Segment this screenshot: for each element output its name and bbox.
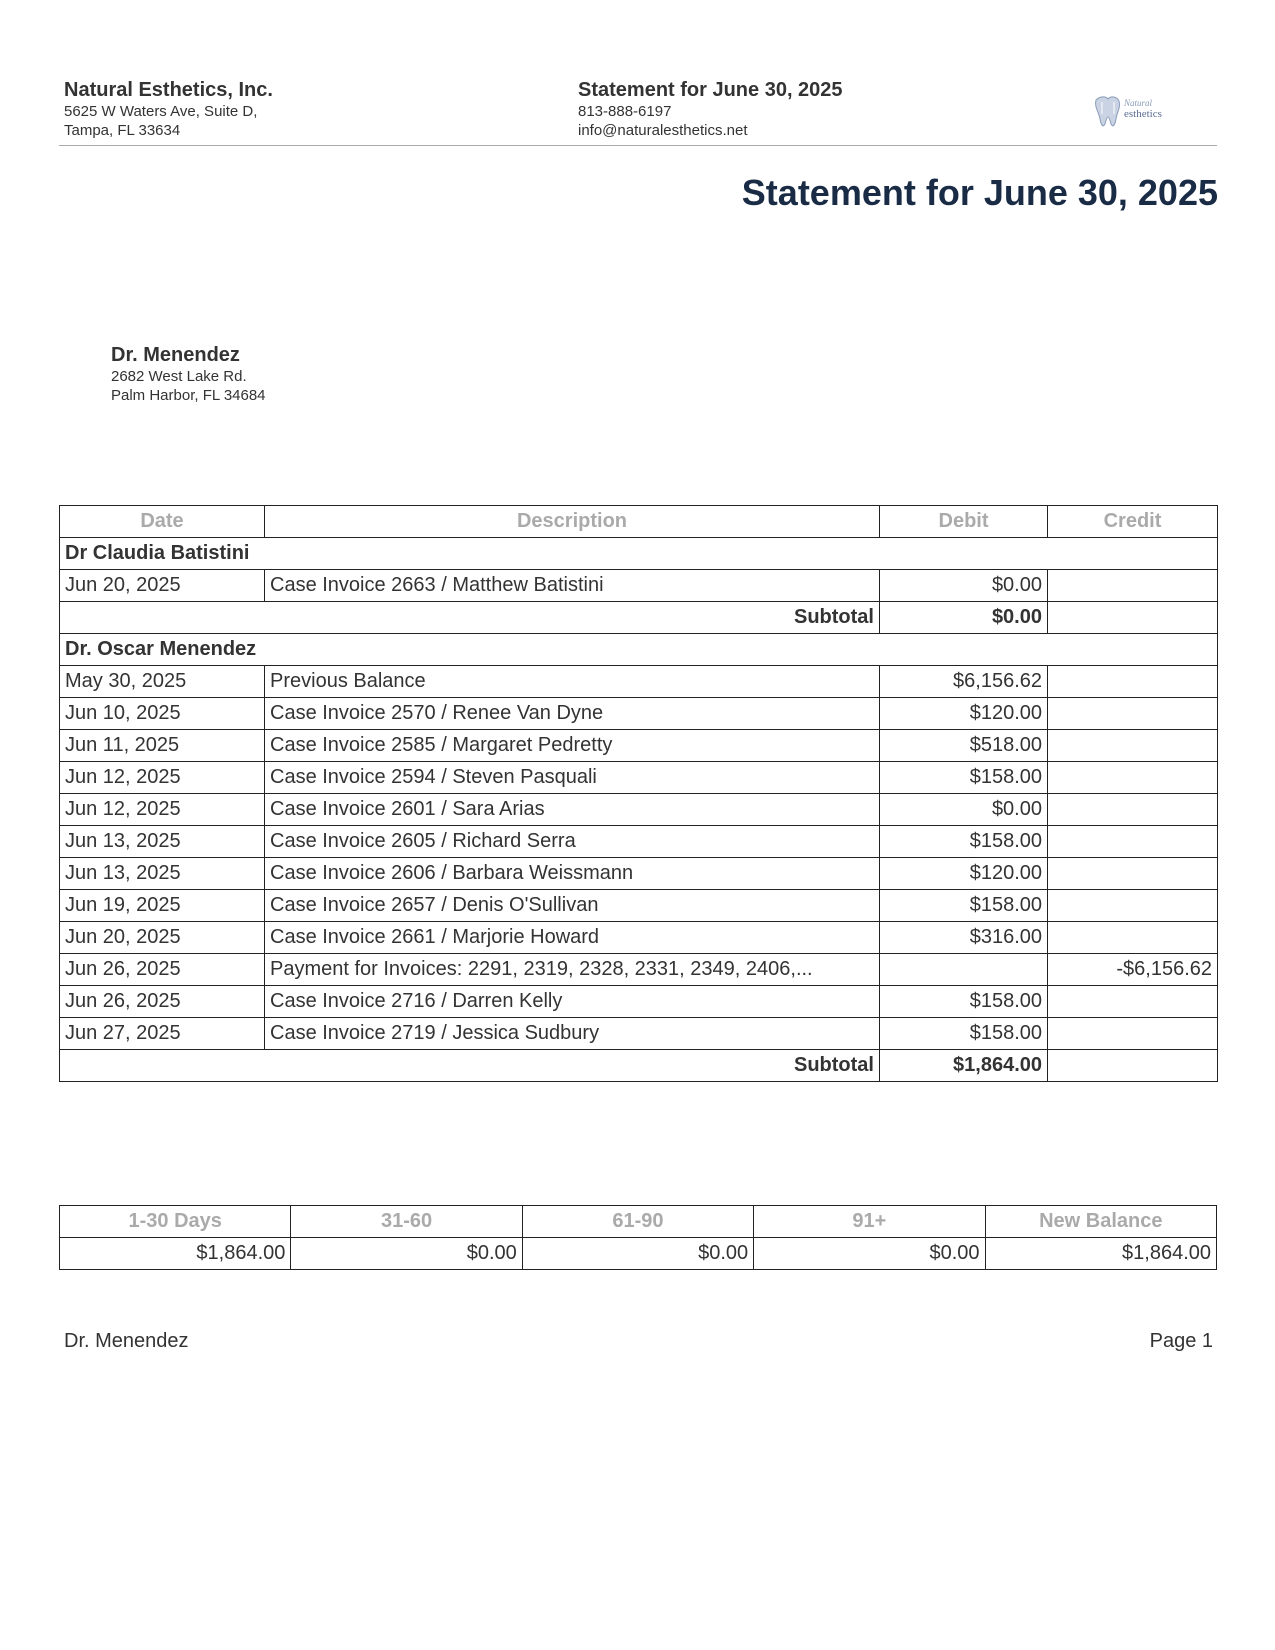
row-debit: $158.00: [880, 826, 1048, 858]
company-logo: [1090, 92, 1176, 132]
row-credit: [1048, 570, 1218, 602]
row-credit: [1048, 858, 1218, 890]
subtotal-credit-empty: [1048, 1050, 1218, 1082]
header-description: Description: [265, 506, 880, 538]
row-description: Case Invoice 2601 / Sara Arias: [265, 794, 880, 826]
table-row: [60, 954, 1218, 986]
row-debit: [880, 954, 1048, 986]
row-description: Payment for Invoices: 2291, 2319, 2328, 2331, 2349, 2406,...: [265, 954, 880, 986]
transactions-body: [60, 538, 1218, 1082]
row-date: Jun 20, 2025: [60, 570, 265, 602]
row-description: Case Invoice 2570 / Renee Van Dyne: [265, 698, 880, 730]
subtotal-label: Subtotal: [60, 602, 880, 634]
subtotal-row: [60, 602, 1218, 634]
aging-value-31-60: $0.00: [291, 1238, 522, 1270]
row-date: Jun 19, 2025: [60, 890, 265, 922]
row-debit: $158.00: [880, 890, 1048, 922]
company-address-line2: Tampa, FL 33634: [64, 122, 181, 139]
aging-header-91-plus: 91+: [754, 1206, 985, 1238]
subtotal-credit-empty: [1048, 602, 1218, 634]
aging-value-91-plus: $0.00: [754, 1238, 985, 1270]
table-row: [60, 826, 1218, 858]
row-credit: [1048, 826, 1218, 858]
footer-recipient: Dr. Menendez: [64, 1330, 189, 1352]
aging-values-row: [60, 1238, 1217, 1270]
row-credit: [1048, 762, 1218, 794]
row-description: Case Invoice 2657 / Denis O'Sullivan: [265, 890, 880, 922]
table-row: [60, 794, 1218, 826]
group-name: Dr. Oscar Menendez: [60, 634, 1218, 666]
group-name: Dr Claudia Batistini: [60, 538, 1218, 570]
company-address-line1: 5625 W Waters Ave, Suite D,: [64, 103, 258, 120]
row-credit: [1048, 986, 1218, 1018]
row-debit: $0.00: [880, 794, 1048, 826]
row-debit: $518.00: [880, 730, 1048, 762]
table-row: [60, 762, 1218, 794]
table-row: [60, 1018, 1218, 1050]
recipient-block: [111, 343, 266, 405]
header-statement-title: Statement for June 30, 2025: [578, 79, 843, 101]
header-credit: Credit: [1048, 506, 1218, 538]
row-date: Jun 11, 2025: [60, 730, 265, 762]
row-debit: $158.00: [880, 1018, 1048, 1050]
row-credit: [1048, 794, 1218, 826]
row-date: May 30, 2025: [60, 666, 265, 698]
page-title: Statement for June 30, 2025: [741, 172, 1218, 213]
row-description: Case Invoice 2605 / Richard Serra: [265, 826, 880, 858]
aging-table: [59, 1205, 1217, 1270]
aging-header-61-90: 61-90: [522, 1206, 753, 1238]
row-description: Case Invoice 2594 / Steven Pasquali: [265, 762, 880, 794]
subtotal-row: [60, 1050, 1218, 1082]
table-header-row: [60, 506, 1218, 538]
table-row: [60, 730, 1218, 762]
row-date: Jun 26, 2025: [60, 986, 265, 1018]
row-debit: $120.00: [880, 858, 1048, 890]
aging-value-61-90: $0.00: [522, 1238, 753, 1270]
row-credit: -$6,156.62: [1048, 954, 1218, 986]
row-description: Case Invoice 2663 / Matthew Batistini: [265, 570, 880, 602]
table-row: [60, 570, 1218, 602]
aging-header-new-balance: New Balance: [985, 1206, 1216, 1238]
row-credit: [1048, 698, 1218, 730]
logo-text-top: Natural: [1124, 98, 1153, 108]
table-row: [60, 858, 1218, 890]
row-description: Case Invoice 2719 / Jessica Sudbury: [265, 1018, 880, 1050]
row-credit: [1048, 890, 1218, 922]
row-description: Case Invoice 2661 / Marjorie Howard: [265, 922, 880, 954]
table-row: [60, 666, 1218, 698]
row-credit: [1048, 1018, 1218, 1050]
header-debit: Debit: [880, 506, 1048, 538]
recipient-address-line2: Palm Harbor, FL 34684: [111, 387, 266, 404]
header-date: Date: [60, 506, 265, 538]
header-divider: [59, 145, 1217, 146]
transactions-table: [59, 505, 1218, 1082]
aging-value-1-30: $1,864.00: [60, 1238, 291, 1270]
table-row: [60, 922, 1218, 954]
row-debit: $158.00: [880, 986, 1048, 1018]
row-date: Jun 13, 2025: [60, 858, 265, 890]
logo-text-bottom: esthetics: [1124, 108, 1162, 120]
row-description: Case Invoice 2716 / Darren Kelly: [265, 986, 880, 1018]
row-description: Previous Balance: [265, 666, 880, 698]
row-date: Jun 20, 2025: [60, 922, 265, 954]
row-description: Case Invoice 2585 / Margaret Pedretty: [265, 730, 880, 762]
row-debit: $6,156.62: [880, 666, 1048, 698]
row-date: Jun 27, 2025: [60, 1018, 265, 1050]
row-debit: $316.00: [880, 922, 1048, 954]
row-debit: $120.00: [880, 698, 1048, 730]
aging-header-31-60: 31-60: [291, 1206, 522, 1238]
aging-value-new-balance: $1,864.00: [985, 1238, 1216, 1270]
row-credit: [1048, 666, 1218, 698]
page-number: Page 1: [1149, 1330, 1213, 1352]
company-email: info@naturalesthetics.net: [578, 122, 748, 139]
row-date: Jun 13, 2025: [60, 826, 265, 858]
company-name: Natural Esthetics, Inc.: [64, 79, 273, 101]
row-date: Jun 26, 2025: [60, 954, 265, 986]
subtotal-amount: $0.00: [880, 602, 1048, 634]
statement-contact-block: [578, 78, 843, 140]
group-header-row: [60, 634, 1218, 666]
row-date: Jun 12, 2025: [60, 762, 265, 794]
aging-header-row: [60, 1206, 1217, 1238]
row-description: Case Invoice 2606 / Barbara Weissmann: [265, 858, 880, 890]
subtotal-label: Subtotal: [60, 1050, 880, 1082]
table-row: [60, 698, 1218, 730]
row-credit: [1048, 922, 1218, 954]
company-phone: 813-888-6197: [578, 103, 672, 120]
subtotal-amount: $1,864.00: [880, 1050, 1048, 1082]
table-row: [60, 986, 1218, 1018]
row-date: Jun 12, 2025: [60, 794, 265, 826]
row-debit: $158.00: [880, 762, 1048, 794]
table-row: [60, 890, 1218, 922]
row-date: Jun 10, 2025: [60, 698, 265, 730]
row-credit: [1048, 730, 1218, 762]
aging-header-1-30: 1-30 Days: [60, 1206, 291, 1238]
company-block: [64, 78, 273, 140]
group-header-row: [60, 538, 1218, 570]
row-debit: $0.00: [880, 570, 1048, 602]
recipient-address-line1: 2682 West Lake Rd.: [111, 368, 247, 385]
recipient-name: Dr. Menendez: [111, 344, 240, 366]
